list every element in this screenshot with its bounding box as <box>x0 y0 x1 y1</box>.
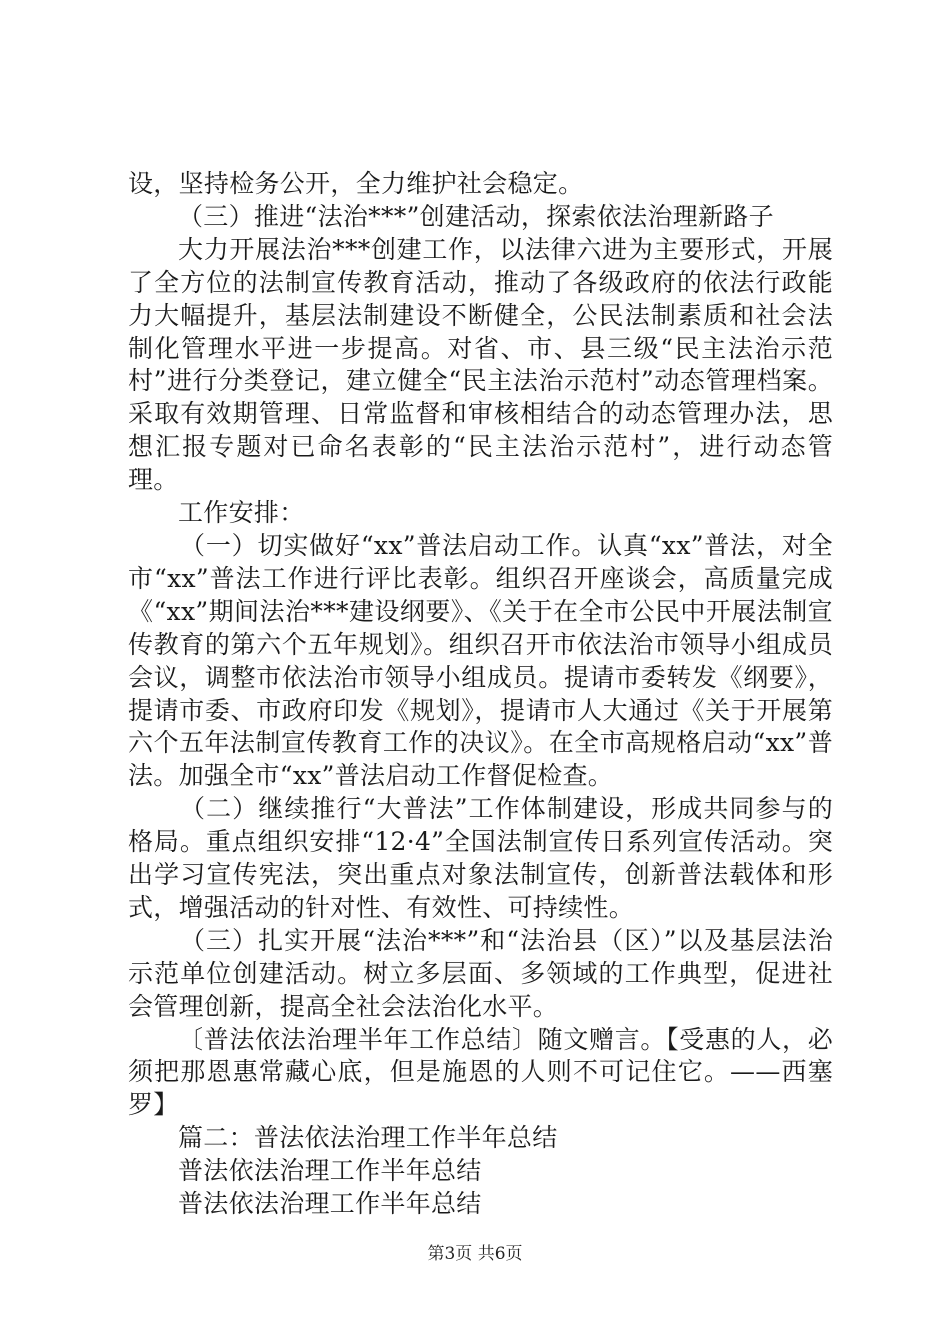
paragraph-legal-creation: 大力开展法治***创建工作，以法律六进为主要形式，开展了全方位的法制宣传教育活动，推动了各级政府的依法行政能力大幅提升，基层法制建设不断健全，公民法制素质和社会法制化管理水平进一步提高。对省、市、县三级“民主法治示范村”进行分类登记，建立健全“民主法治示范村”动态管理档案。采取有效期管理、日常监督和审核相结合的动态管理办法，思想汇报专题对已命名表彰的“民主法治示范村”，进行动态管理。 <box>128 234 833 495</box>
document-subtitle-repeat: 普法依法治理工作半年总结 <box>178 1189 482 1219</box>
section-heading-3: （三）推进“法治***”创建活动，探索依法治理新路子 <box>178 201 774 231</box>
arrangement-item-2: （二）继续推行“大普法”工作体制建设，形成共同参与的格局。重点组织安排“12·4”全国法制宣传日系列宣传活动。突出学习宣传宪法，突出重点对象法制宣传，创新普法载体和形式，增强活动的针对性、有效性、可持续性。 <box>128 794 833 922</box>
arrangement-item-1: （一）切实做好“xx”普法启动工作。认真“xx”普法，对全市“xx”普法工作进行评比表彰。组织召开座谈会，高质量完成《“xx”期间法治***建设纲要》、《关于在全市公民中开展法制宣传教育的第六个五年规划》。组织召开市依法治市领导小组成员会议，调整市依法治市领导小组成员。提请市委转发《纲要》，提请市委、市政府印发《规划》，提请市人大通过《关于开展第六个五年法制宣传教育工作的决议》。在全市高规格启动“xx”普法。加强全市“xx”普法启动工作督促检查。 <box>128 530 833 791</box>
arrangement-item-3: （三）扎实开展“法治***”和“法治县（区）”以及基层法治示范单位创建活动。树立多层面、多领域的工作典型，促进社会管理创新，提高全社会法治化水平。 <box>128 925 833 1021</box>
chapter-two-heading: 篇二：普法依法治理工作半年总结 <box>178 1123 558 1153</box>
document-subtitle: 普法依法治理工作半年总结 <box>178 1156 482 1186</box>
closing-quote: 〔普法依法治理半年工作总结〕随文赠言。【受惠的人，必须把那恩惠常藏心底，但是施恩的人则不可记住它。——西塞罗】 <box>128 1024 833 1120</box>
page-number-footer: 第3页 共6页 <box>427 1244 523 1264</box>
paragraph-continuation: 设，坚持检务公开，全力维护社会稳定。 <box>128 169 584 198</box>
work-arrangement-heading: 工作安排： <box>178 498 305 528</box>
document-body <box>128 168 833 1221</box>
